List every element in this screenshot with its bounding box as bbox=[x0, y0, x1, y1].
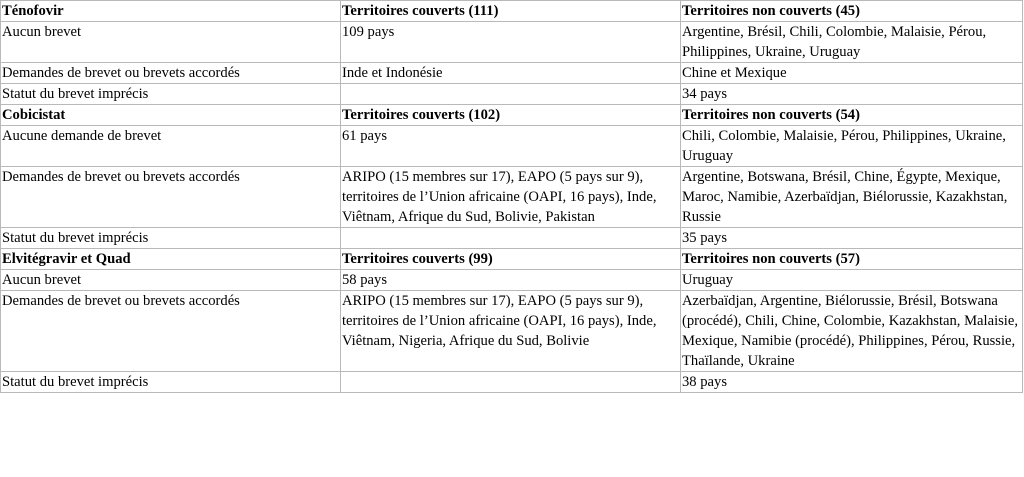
uncovered-header: Territoires non couverts (57) bbox=[681, 249, 1023, 270]
uncovered-header: Territoires non couverts (45) bbox=[681, 1, 1023, 22]
uncovered-cell: Uruguay bbox=[681, 270, 1023, 291]
drug-name: Cobicistat bbox=[1, 105, 341, 126]
covered-cell: ARIPO (15 membres sur 17), EAPO (5 pays sur 9), territoires de l’Union africaine (OAPI, 16 pays), Inde, Viêtnam, Afrique du Sud, Bolivie, Pakistan bbox=[341, 167, 681, 228]
drug-name: Ténofovir bbox=[1, 1, 341, 22]
covered-header: Territoires couverts (102) bbox=[341, 105, 681, 126]
covered-cell: 109 pays bbox=[341, 22, 681, 63]
table-row bbox=[1, 228, 1023, 249]
category-cell: Statut du brevet imprécis bbox=[1, 372, 341, 393]
covered-cell bbox=[341, 372, 681, 393]
section-header-row bbox=[1, 249, 1023, 270]
uncovered-cell: 34 pays bbox=[681, 84, 1023, 105]
table-row bbox=[1, 22, 1023, 63]
category-cell: Aucun brevet bbox=[1, 22, 341, 63]
table-row bbox=[1, 126, 1023, 167]
uncovered-cell: Argentine, Brésil, Chili, Colombie, Malaisie, Pérou, Philippines, Ukraine, Uruguay bbox=[681, 22, 1023, 63]
category-cell: Demandes de brevet ou brevets accordés bbox=[1, 291, 341, 372]
covered-cell bbox=[341, 228, 681, 249]
table-row bbox=[1, 270, 1023, 291]
covered-header: Territoires couverts (99) bbox=[341, 249, 681, 270]
covered-cell: ARIPO (15 membres sur 17), EAPO (5 pays sur 9), territoires de l’Union africaine (OAPI, 16 pays), Inde, Viêtnam, Nigeria, Afrique du Sud, Bolivie bbox=[341, 291, 681, 372]
covered-cell: 58 pays bbox=[341, 270, 681, 291]
category-cell: Aucun brevet bbox=[1, 270, 341, 291]
table-row bbox=[1, 372, 1023, 393]
category-cell: Aucune demande de brevet bbox=[1, 126, 341, 167]
category-cell: Demandes de brevet ou brevets accordés bbox=[1, 63, 341, 84]
category-cell: Demandes de brevet ou brevets accordés bbox=[1, 167, 341, 228]
covered-header: Territoires couverts (111) bbox=[341, 1, 681, 22]
uncovered-cell: 38 pays bbox=[681, 372, 1023, 393]
uncovered-cell: Azerbaïdjan, Argentine, Biélorussie, Brésil, Botswana (procédé), Chili, Chine, Colombie, Kazakhstan, Malaisie, Mexique, Namibie (procédé), Philippines, Pérou, Russie, Thaïlande, Ukraine bbox=[681, 291, 1023, 372]
uncovered-cell: 35 pays bbox=[681, 228, 1023, 249]
section-header-row bbox=[1, 105, 1023, 126]
category-cell: Statut du brevet imprécis bbox=[1, 84, 341, 105]
uncovered-header: Territoires non couverts (54) bbox=[681, 105, 1023, 126]
covered-cell bbox=[341, 84, 681, 105]
table-row bbox=[1, 291, 1023, 372]
category-cell: Statut du brevet imprécis bbox=[1, 228, 341, 249]
uncovered-cell: Argentine, Botswana, Brésil, Chine, Égypte, Mexique, Maroc, Namibie, Azerbaïdjan, Biélorussie, Kazakhstan, Russie bbox=[681, 167, 1023, 228]
table-row bbox=[1, 167, 1023, 228]
table-row bbox=[1, 84, 1023, 105]
covered-cell: 61 pays bbox=[341, 126, 681, 167]
drug-name: Elvitégravir et Quad bbox=[1, 249, 341, 270]
uncovered-cell: Chili, Colombie, Malaisie, Pérou, Philippines, Ukraine, Uruguay bbox=[681, 126, 1023, 167]
covered-cell: Inde et Indonésie bbox=[341, 63, 681, 84]
uncovered-cell: Chine et Mexique bbox=[681, 63, 1023, 84]
section-header-row bbox=[1, 1, 1023, 22]
table-row bbox=[1, 63, 1023, 84]
